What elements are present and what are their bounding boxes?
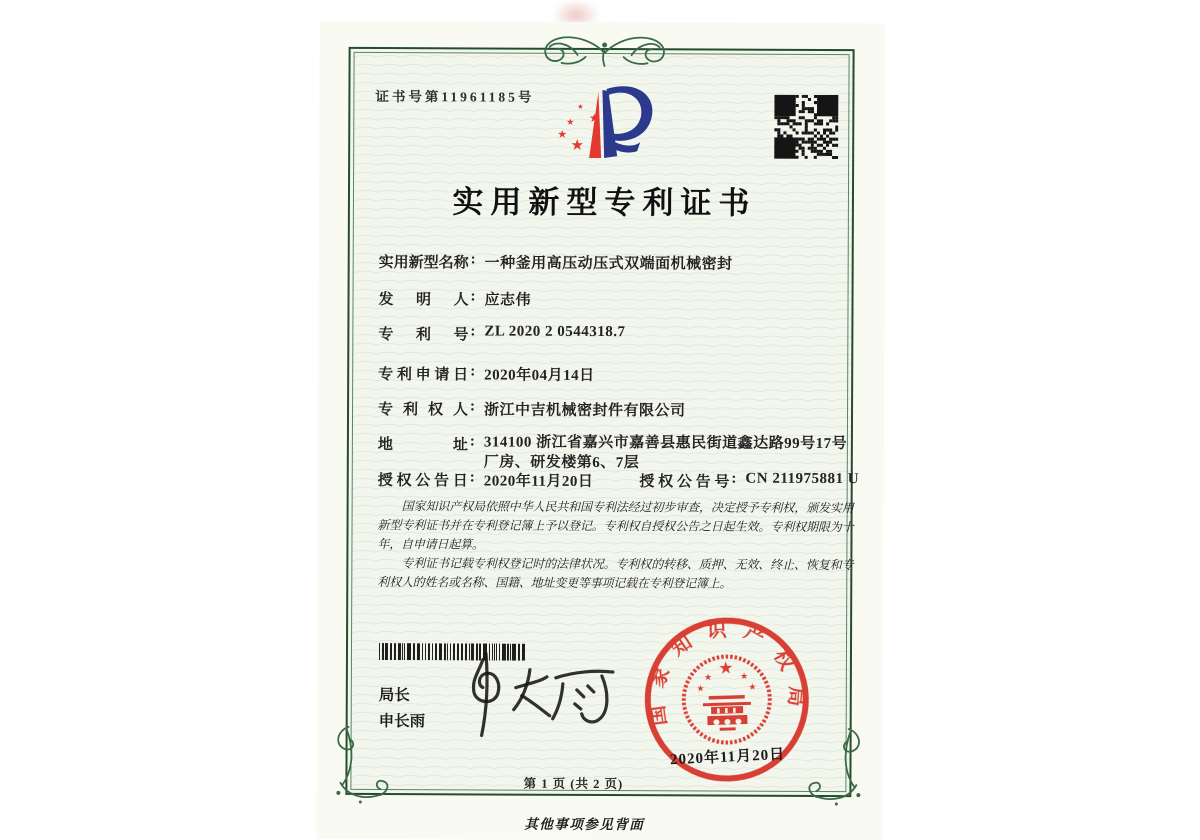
director-name: 申长雨 — [378, 713, 426, 731]
svg-text:★: ★ — [557, 127, 568, 141]
field-row-grant — [378, 469, 859, 492]
back-note: 其他事项参见背面 — [524, 816, 645, 833]
director-block — [379, 683, 426, 735]
certificate-title: 实用新型专利证书 — [452, 184, 757, 221]
field-row-utility-model-name — [379, 251, 733, 274]
field-row-address — [378, 433, 862, 474]
label-colon: : — [470, 398, 476, 415]
seal-text: 国家知识产权局 — [644, 618, 808, 727]
label-colon: : — [470, 363, 476, 380]
cnipa-logo — [547, 80, 657, 170]
seal-date: 2020年11月20日 — [669, 746, 786, 769]
field-value: 一种釜用高压动压式双端面机械密封 — [484, 255, 733, 273]
svg-text:★: ★ — [703, 672, 713, 684]
certificate-number: 证书号第11961185号 — [375, 89, 535, 105]
label-colon: : — [470, 251, 476, 268]
page-number: 第 1 页 (共 2 页) — [523, 776, 624, 792]
field-row-filing-date — [378, 363, 595, 385]
certificate-sheet — [316, 0, 886, 840]
svg-text:★: ★ — [748, 682, 757, 693]
label-colon: : — [469, 469, 475, 486]
qr-code — [774, 95, 838, 159]
director-signature — [450, 647, 622, 748]
field-label: 专利号 — [378, 327, 469, 344]
field-row-patent-number — [378, 323, 625, 345]
field-label: 专利权人 — [378, 402, 469, 419]
field-value: 314100 浙江省嘉兴市嘉善县惠民街道鑫达路99号17号厂房、研发楼第6、7层 — [483, 434, 848, 471]
label-colon: : — [470, 288, 476, 305]
field-row-patentee — [378, 398, 686, 420]
field-value: 应志伟 — [484, 292, 532, 309]
svg-text:★: ★ — [717, 658, 734, 679]
field-label: 授权公告号 — [639, 474, 730, 491]
field-value: ZL 2020 2 0544318.7 — [484, 323, 626, 341]
field-value: 2020年04月14日 — [484, 367, 595, 384]
label-colon: : — [731, 470, 737, 487]
certificate-body — [377, 497, 853, 594]
svg-text:★: ★ — [588, 110, 600, 125]
svg-text:★: ★ — [577, 102, 584, 111]
svg-text:★: ★ — [566, 117, 575, 128]
field-label: 地址 — [377, 437, 468, 454]
svg-text:★: ★ — [696, 684, 705, 695]
field-label: 发明人 — [378, 292, 469, 309]
svg-text:★: ★ — [570, 135, 584, 154]
director-title: 局长 — [378, 687, 410, 705]
svg-text:★: ★ — [739, 671, 749, 683]
body-paragraph-1: 国家知识产权局依照中华人民共和国专利法经过初步审查，决定授予专利权，颁发实用新型专利证书并在专利登记簿上予以登记。专利权自授权公告之日起生效。专利权期限为十年，自申请日起算。 — [377, 499, 854, 552]
label-colon: : — [470, 323, 476, 340]
field-value: 浙江中吉机械密封件有限公司 — [484, 402, 686, 420]
body-paragraph-2: 专利证书记载专利权登记时的法律状况。专利权的转移、质押、无效、终止、恢复和专利权人的姓名或名称、国籍、地址变更等事项记载在专利登记簿上。 — [377, 556, 854, 591]
field-value: CN 211975881 U — [745, 470, 860, 488]
label-colon: : — [469, 433, 475, 450]
field-label: 专利申请日 — [378, 367, 469, 384]
field-row-inventor — [378, 288, 531, 310]
field-value: 2020年11月20日 — [483, 473, 594, 490]
field-label: 授权公告日 — [377, 473, 468, 490]
field-label: 实用新型名称 — [378, 255, 469, 272]
